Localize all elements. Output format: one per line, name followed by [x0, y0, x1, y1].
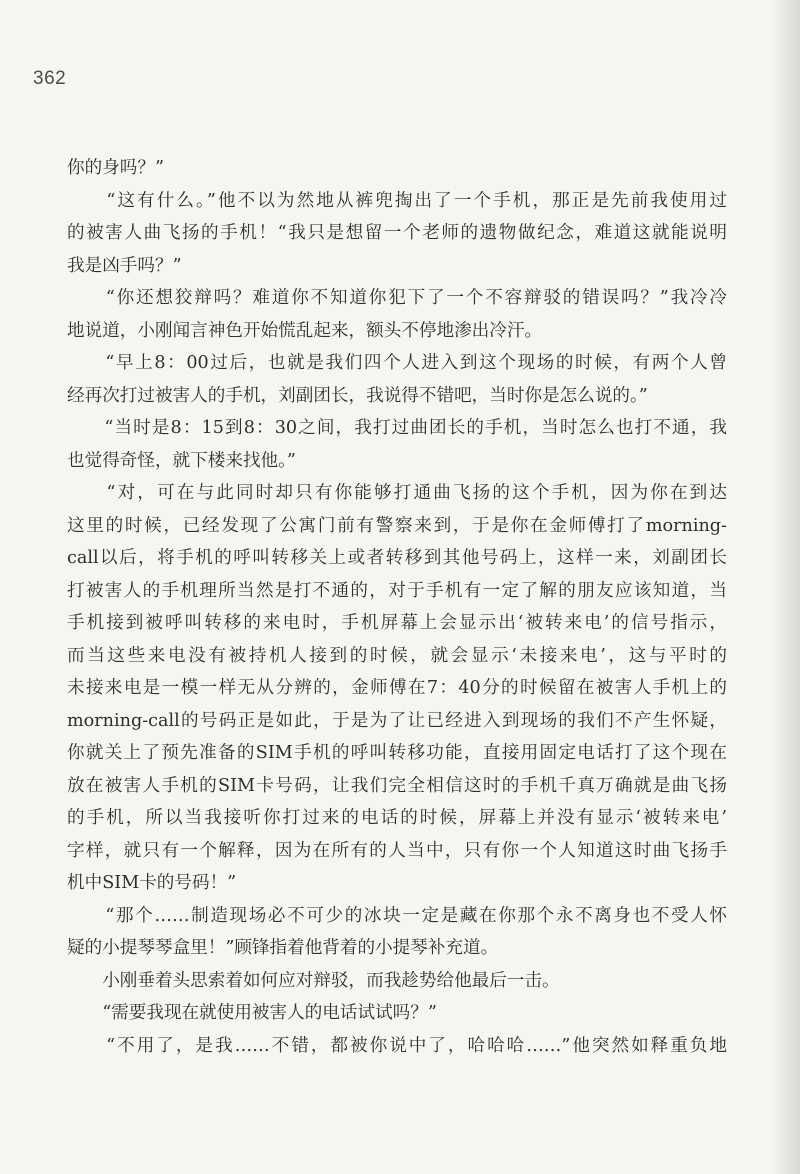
text-line: 疑的小提琴琴盒里！”顾锋指着他背着的小提琴补充道。 — [67, 938, 499, 958]
text-line: “早上8：00过后，也就是我们四个人进入到这个现场的时候，有两个人曾 — [67, 353, 727, 373]
text-line: 未接来电是一模一样无从分辨的，金师傅在7：40分的时候留在被害人手机上的 — [67, 678, 727, 698]
text-line: “这有什么。”他不以为然地从裤兜掏出了一个手机，那正是先前我使用过 — [67, 190, 727, 211]
text-line: 手机接到被呼叫转移的来电时，手机屏幕上会显示出‘被转来电’的信号指示， — [67, 613, 727, 633]
text-line: 而当这些来电没有被持机人接到的时候，就会显示‘未接来电’，这与平时的 — [67, 645, 727, 666]
body-text — [67, 152, 727, 1062]
text-line: 打被害人的手机理所当然是打不通的，对于手机有一定了解的朋友应该知道，当 — [67, 580, 727, 601]
page-number: 362 — [33, 68, 67, 89]
text-line: call以后，将手机的呼叫转移关上或者转移到其他号码上，这样一来，刘副团长 — [67, 548, 727, 568]
text-line: 经再次打过被害人的手机，刘副团长，我说得不错吧，当时你是怎么说的。” — [67, 385, 648, 406]
text-line: 的手机，所以当我接听你打过来的电话的时候，屏幕上并没有显示‘被转来电’ — [67, 808, 727, 828]
text-line: 你的身吗？” — [67, 158, 164, 178]
text-line: “不用了，是我……不错，都被你说中了，哈哈哈……”他突然如释重负地 — [67, 1035, 727, 1056]
text-line: 这里的时候，已经发现了公寓门前有警察来到，于是你在金师傅打了morning- — [67, 515, 727, 536]
text-line: “那个……制造现场必不可少的冰块一定是藏在你那个永不离身也不受人怀 — [67, 905, 727, 926]
text-line: 也觉得奇怪，就下楼来找他。” — [67, 450, 296, 471]
text-line: “需要我现在就使用被害人的电话试试吗？” — [67, 1003, 437, 1023]
text-line: 你就关上了预先准备的SIM手机的呼叫转移功能，直接用固定电话打了这个现在 — [67, 743, 727, 763]
text-line: 地说道，小刚闻言神色开始慌乱起来，额头不停地渗出冷汗。 — [67, 320, 543, 341]
text-line: 放在被害人手机的SIM卡号码，让我们完全相信这时的手机千真万确就是曲飞扬 — [67, 775, 727, 796]
text-line: 我是凶手吗？” — [67, 255, 182, 276]
text-line: “当时是8：15到8：30之间，我打过曲团长的手机，当时怎么也打不通，我 — [67, 418, 727, 438]
text-line: 机中SIM卡的号码！” — [67, 873, 237, 893]
text-line: 字样，就只有一个解释，因为在所有的人当中，只有你一个人知道这时曲飞扬手 — [67, 840, 727, 861]
text-line: “你还想狡辩吗？难道你不知道你犯下了一个不容辩驳的错误吗？”我冷冷 — [67, 288, 727, 308]
text-line: 小刚垂着头思索着如何应对辩驳，而我趁势给他最后一击。 — [67, 970, 560, 991]
text-line: “对，可在与此同时却只有你能够打通曲飞扬的这个手机，因为你在到达 — [67, 483, 727, 503]
text-line: morning-call的号码正是如此，于是为了让已经进入到现场的我们不产生怀疑， — [67, 710, 727, 731]
text-line: 的被害人曲飞扬的手机！“我只是想留一个老师的遗物做纪念，难道这就能说明 — [67, 223, 727, 243]
